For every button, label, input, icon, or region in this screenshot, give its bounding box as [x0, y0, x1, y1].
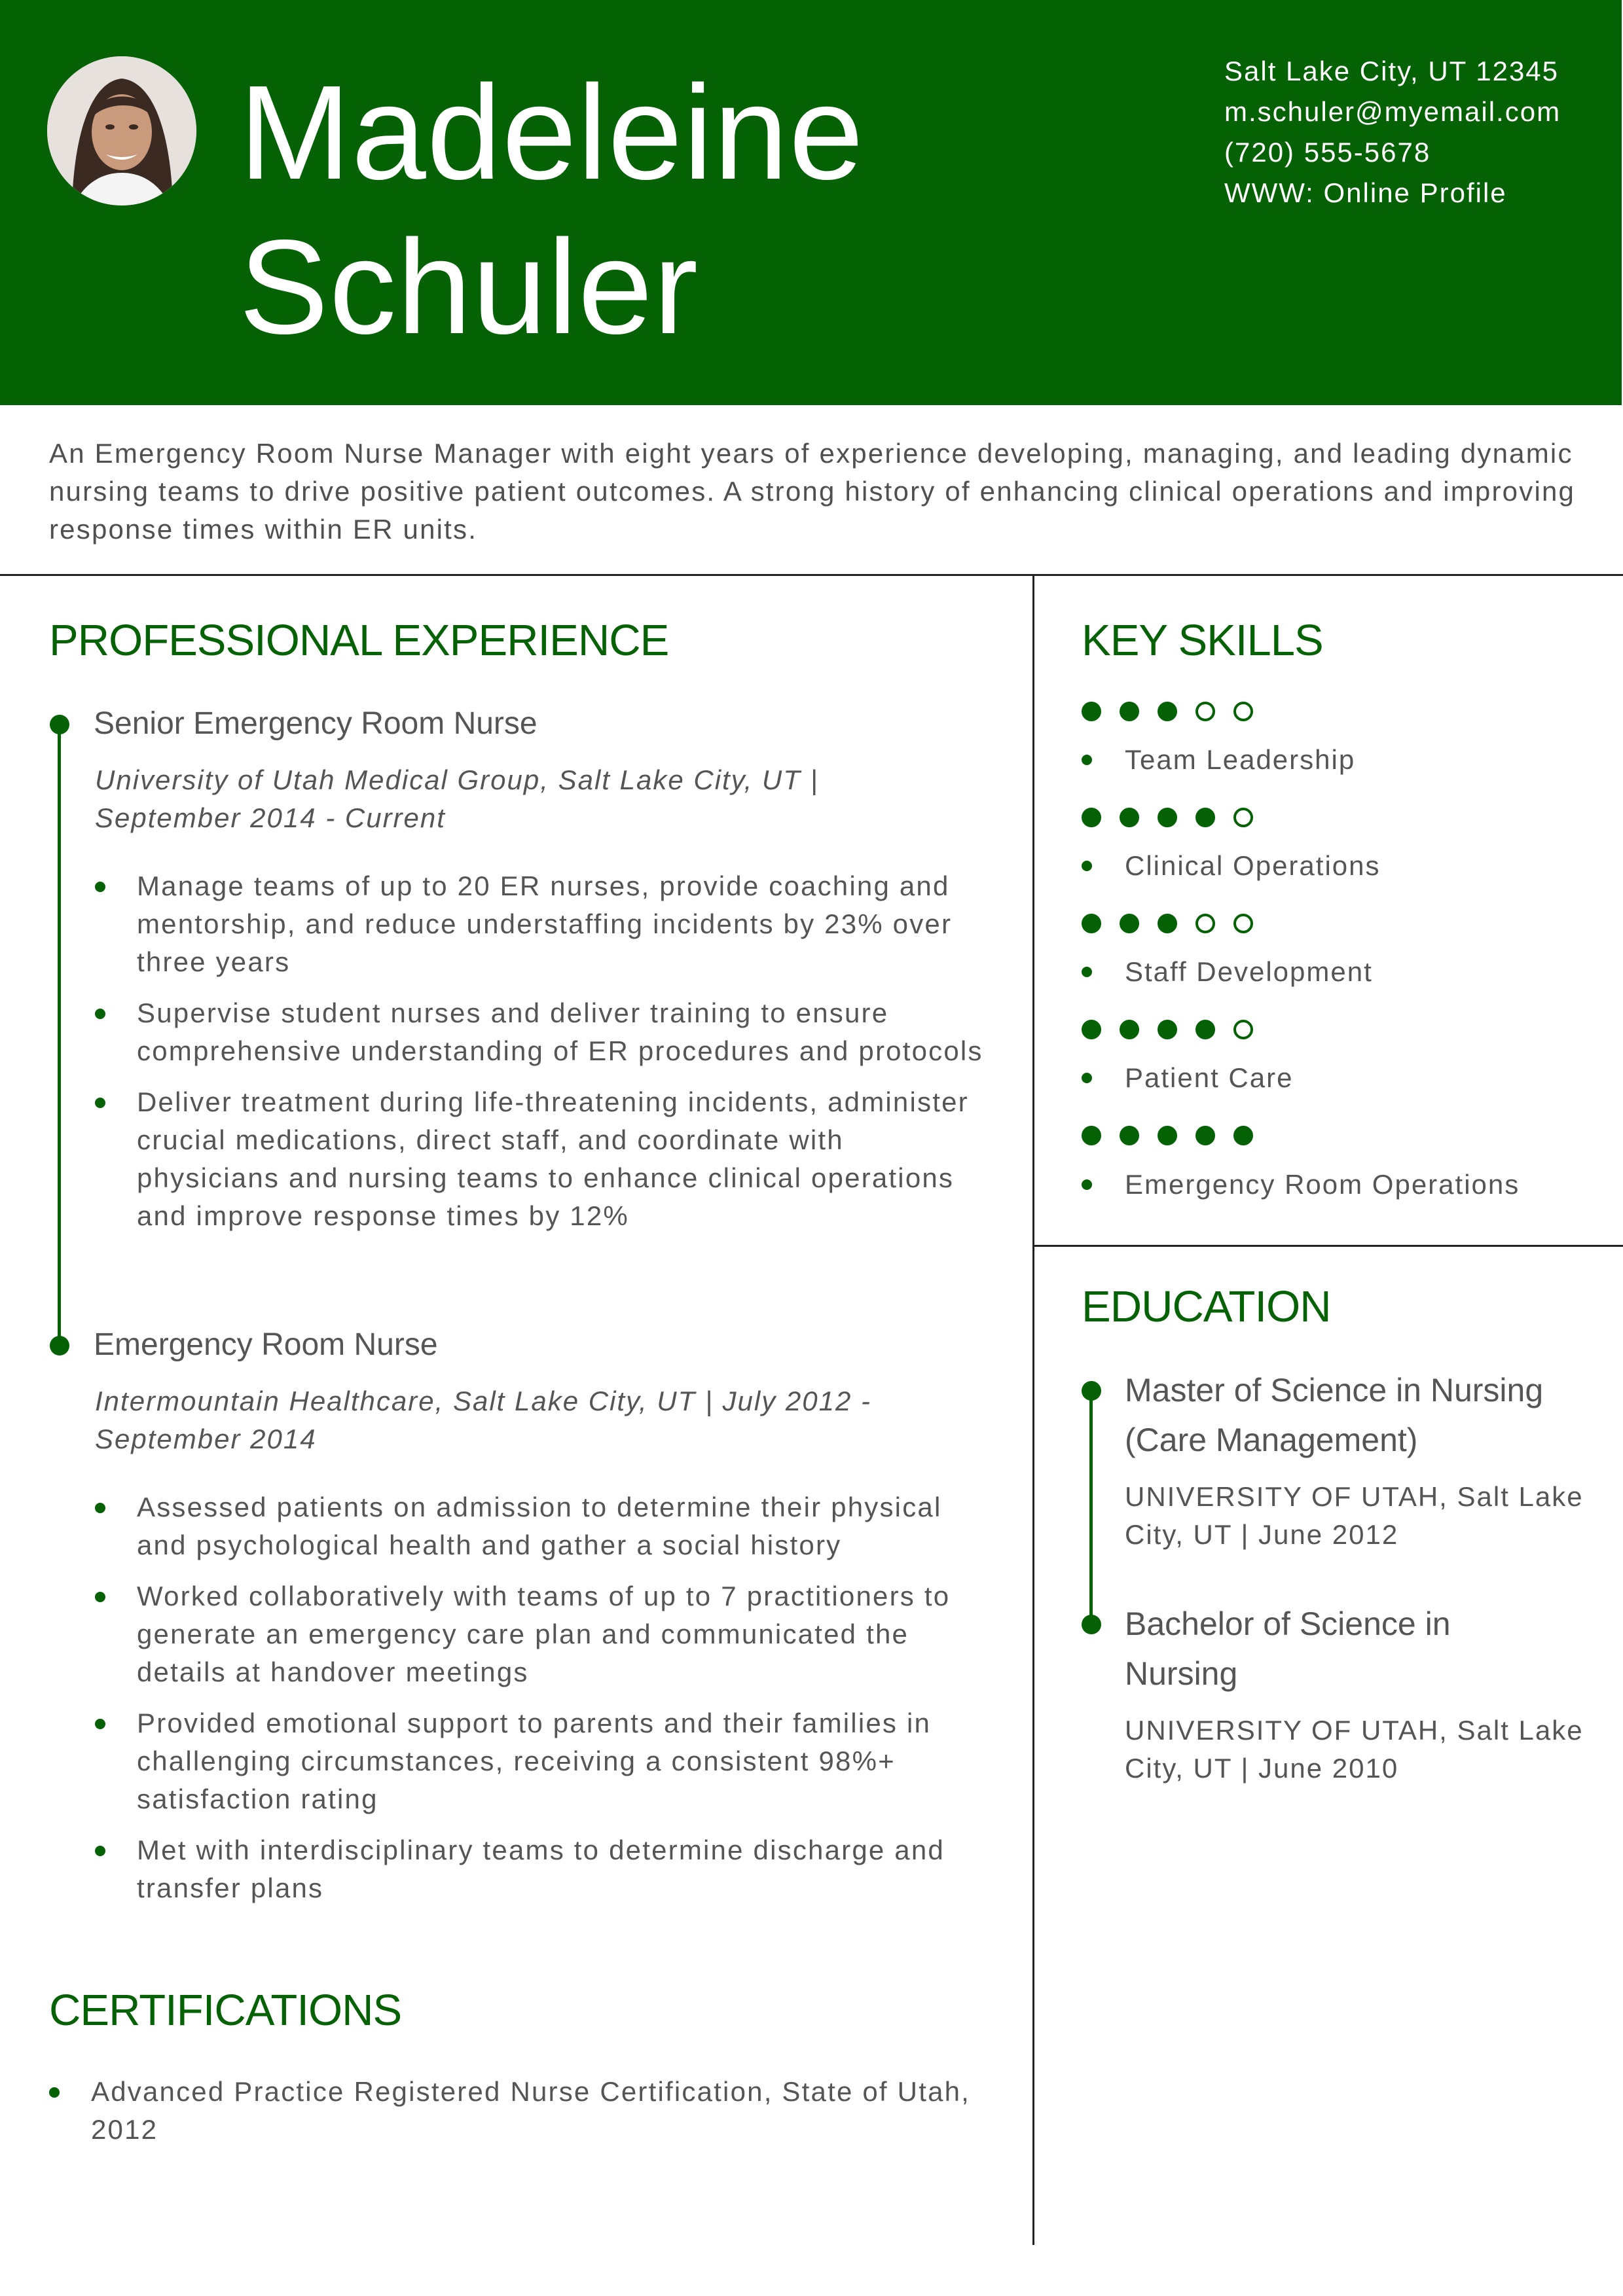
- rating-dot-filled: [1195, 1020, 1215, 1039]
- job-2-location-date: , Salt Lake City, UT | July 2012 - September 2014: [95, 1386, 871, 1454]
- job-2-marker: [50, 1336, 69, 1355]
- rating-dot-filled: [1158, 702, 1177, 721]
- list-item: Manage teams of up to 20 ER nurses, provide coaching and mentorship, and reduce understaffing incidents by 23% over three years: [95, 867, 992, 981]
- rating-dot-empty: [1233, 1020, 1253, 1039]
- divider-summary: [0, 574, 1623, 576]
- list-item: Deliver treatment during life-threatening incidents, administer crucial medications, direct staff, and coordinate with physicians and nursing teams to enhance clinical operations and improve response times by 12%: [95, 1083, 992, 1235]
- rating-dot-filled: [1120, 702, 1139, 721]
- job-2-title: Emergency Room Nurse: [94, 1327, 438, 1362]
- certifications-heading: CERTIFICATIONS: [49, 1986, 402, 2035]
- job-2-meta: [95, 1382, 939, 1458]
- rating-dot-filled: [1158, 1126, 1177, 1145]
- skill-name: Clinical Operations: [1082, 850, 1381, 882]
- contact-info: [1224, 51, 1561, 213]
- list-item: Worked collaboratively with teams of up to 7 practitioners to generate an emergency care plan and communicated the details at handover meetings: [95, 1577, 992, 1691]
- contact-email[interactable]: m.schuler@myemail.com: [1224, 96, 1561, 127]
- degree-2-school: UNIVERSITY OF UTAH, Salt Lake City, UT | June 2010: [1125, 1715, 1584, 1784]
- header-banner: [0, 0, 1622, 405]
- avatar: [47, 56, 196, 206]
- degree-1-school: UNIVERSITY OF UTAH, Salt Lake City, UT | June 2012: [1125, 1481, 1584, 1550]
- degree-2-marker: [1082, 1615, 1101, 1634]
- rating-dot-filled: [1233, 1126, 1253, 1145]
- rating-dot-filled: [1082, 1126, 1101, 1145]
- list-item: Supervise student nurses and deliver training to ensure comprehensive understanding of ER procedures and protocols: [95, 994, 992, 1070]
- rating-dot-empty: [1233, 914, 1253, 933]
- first-name: Madeleine: [239, 58, 864, 207]
- rating-dot-filled: [1082, 914, 1101, 933]
- job-1-title: Senior Emergency Room Nurse: [94, 706, 538, 741]
- rating-dot-empty: [1233, 702, 1253, 721]
- rating-dot-empty: [1233, 808, 1253, 827]
- list-item: Provided emotional support to parents and their families in challenging circumstances, receiving a consistent 98%+ satisfaction rating: [95, 1704, 992, 1818]
- education-timeline: [1089, 1391, 1093, 1624]
- contact-address: Salt Lake City, UT 12345: [1224, 56, 1559, 86]
- skill-name: Emergency Room Operations: [1082, 1169, 1520, 1200]
- rating-dot-empty: [1195, 702, 1215, 721]
- experience-heading: PROFESSIONAL EXPERIENCE: [49, 616, 669, 665]
- job-1-location-date: , Salt Lake City, UT | September 2014 - Current: [95, 764, 819, 833]
- skill-rating: [1082, 1020, 1253, 1039]
- rating-dot-filled: [1082, 1020, 1101, 1039]
- rating-dot-filled: [1195, 808, 1215, 827]
- list-item: Met with interdisciplinary teams to determine discharge and transfer plans: [95, 1831, 992, 1907]
- certifications-list: [49, 2073, 992, 2162]
- degree-1-title: Master of Science in Nursing (Care Management): [1125, 1372, 1544, 1458]
- job-1-bullets: [95, 867, 992, 1248]
- divider-skills-education: [1032, 1245, 1623, 1247]
- rating-dot-filled: [1158, 1020, 1177, 1039]
- professional-summary: An Emergency Room Nurse Manager with eight years of experience developing, managing, and leading dynamic nursing teams to drive positive patient outcomes. A strong history of enhancing clinical operations and improving response times within ER units.: [49, 438, 1576, 545]
- skill-rating: [1082, 1126, 1253, 1145]
- rating-dot-filled: [1082, 808, 1101, 827]
- profile-photo-icon: [47, 56, 196, 206]
- list-item: Advanced Practice Registered Nurse Certification, State of Utah, 2012: [49, 2073, 992, 2149]
- education-heading: EDUCATION: [1082, 1282, 1331, 1331]
- rating-dot-empty: [1195, 914, 1215, 933]
- divider-columns: [1032, 574, 1034, 2245]
- list-item: Assessed patients on admission to determine their physical and psychological health and gather a social history: [95, 1488, 992, 1564]
- skill-rating: [1082, 914, 1253, 933]
- rating-dot-filled: [1120, 808, 1139, 827]
- job-1-employer: University of Utah Medical Group: [95, 764, 541, 795]
- skill-name: Staff Development: [1082, 956, 1373, 988]
- job-1-marker: [50, 715, 69, 734]
- rating-dot-filled: [1120, 1126, 1139, 1145]
- skills-heading: KEY SKILLS: [1082, 616, 1323, 665]
- rating-dot-filled: [1120, 914, 1139, 933]
- skill-name: Patient Care: [1082, 1062, 1293, 1094]
- job-2-bullets: [95, 1488, 992, 1920]
- candidate-name: [239, 56, 864, 365]
- skill-name: Team Leadership: [1082, 744, 1355, 776]
- rating-dot-filled: [1120, 1020, 1139, 1039]
- degree-2-title: Bachelor of Science in Nursing: [1125, 1605, 1451, 1692]
- experience-timeline: [58, 725, 61, 1346]
- skill-rating: [1082, 702, 1253, 721]
- skill-rating: [1082, 808, 1253, 827]
- contact-phone[interactable]: (720) 555-5678: [1224, 137, 1431, 168]
- job-2-employer: Intermountain Healthcare: [95, 1386, 435, 1416]
- rating-dot-filled: [1195, 1126, 1215, 1145]
- contact-website[interactable]: WWW: Online Profile: [1224, 177, 1507, 208]
- job-1-meta: [95, 761, 907, 837]
- rating-dot-filled: [1082, 702, 1101, 721]
- rating-dot-filled: [1158, 914, 1177, 933]
- last-name: Schuler: [239, 212, 699, 362]
- degree-1-marker: [1082, 1381, 1101, 1401]
- rating-dot-filled: [1158, 808, 1177, 827]
